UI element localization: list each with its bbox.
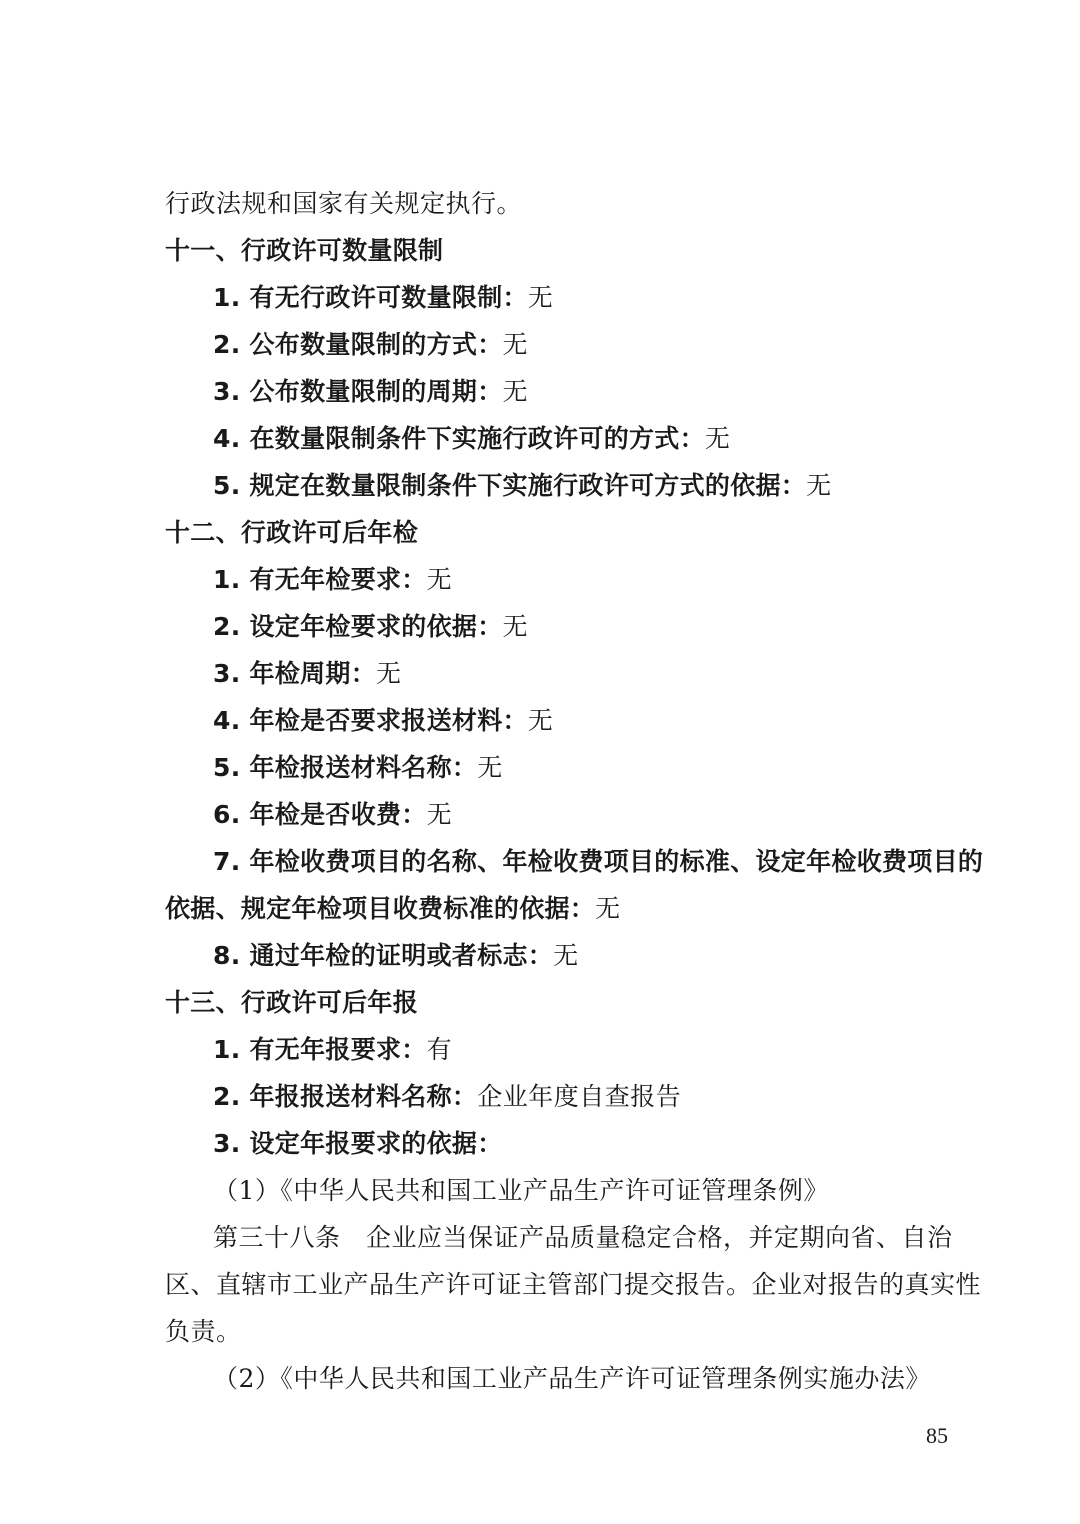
list-item (213, 421, 1003, 457)
list-item (213, 562, 1003, 598)
section-13-heading: 十三、行政许可后年报 (165, 988, 419, 1017)
item-label: 8. 通过年检的证明或者标志： (213, 941, 554, 970)
item-label: 4. 在数量限制条件下实施行政许可的方式： (213, 424, 705, 453)
item-value: 无 (426, 565, 453, 594)
list-item (213, 1032, 1003, 1068)
section-12-heading: 十二、行政许可后年检 (165, 518, 419, 547)
list-item (213, 327, 1003, 363)
item-label: 1. 有无年检要求： (213, 565, 427, 594)
list-item (213, 797, 1003, 833)
paragraph-continuation: 行政法规和国家有关规定执行。 (165, 189, 523, 218)
reference-1: （1）《中华人民共和国工业产品生产许可证管理条例》 (213, 1176, 829, 1205)
list-item (213, 609, 1003, 645)
item-label: 6. 年检是否收费： (213, 800, 427, 829)
item-label: 1. 有无行政许可数量限制： (213, 283, 528, 312)
list-item (213, 703, 1003, 739)
item-value: 无 (806, 471, 832, 500)
item-value: 无 (502, 377, 529, 406)
item-label: 2. 设定年检要求的依据： (213, 612, 503, 641)
list-item (213, 468, 1003, 504)
item-value: 无 (477, 753, 503, 782)
item-label: 3. 年检周期： (213, 659, 376, 688)
item-value: 无 (502, 612, 529, 641)
list-item-line-1: 7. 年检收费项目的名称、年检收费项目的标准、设定年检收费项目的 (213, 847, 984, 876)
item-value: 无 (595, 894, 621, 923)
list-item-line-2 (165, 891, 955, 927)
reference-2: （2）《中华人民共和国工业产品生产许可证管理条例实施办法》 (213, 1364, 931, 1393)
item-label: 1. 有无年报要求： (213, 1035, 427, 1064)
item-value: 企业年度自查报告 (477, 1082, 682, 1111)
list-item (213, 656, 1003, 692)
item-label: 2. 公布数量限制的方式： (213, 330, 503, 359)
item-value: 无 (704, 424, 731, 453)
list-item (213, 374, 1003, 410)
article-38-line-3: 负责。 (165, 1317, 242, 1346)
page-number: 85 (926, 1423, 948, 1448)
list-item (213, 280, 1003, 316)
item-label: 4. 年检是否要求报送材料： (213, 706, 528, 735)
item-label: 3. 设定年报要求的依据： (213, 1129, 503, 1158)
list-item (213, 1126, 1003, 1162)
article-38-line-2: 区、直辖市工业产品生产许可证主管部门提交报告。企业对报告的真实性 (165, 1270, 982, 1299)
item-value: 无 (376, 659, 402, 688)
item-value: 无 (502, 330, 529, 359)
item-value: 无 (553, 941, 579, 970)
list-item (213, 938, 1003, 974)
list-item (213, 750, 1003, 786)
article-38-line-1: 第三十八条 企业应当保证产品质量稳定合格，并定期向省、自治 (213, 1223, 953, 1252)
item-label: 5. 规定在数量限制条件下实施行政许可方式的依据： (213, 471, 807, 500)
list-item (213, 1079, 1003, 1115)
item-value: 无 (527, 283, 554, 312)
item-label: 依据、规定年检项目收费标准的依据： (165, 894, 596, 923)
item-label: 2. 年报报送材料名称： (213, 1082, 478, 1111)
item-value: 无 (527, 706, 554, 735)
item-label: 3. 公布数量限制的周期： (213, 377, 503, 406)
item-value: 有 (426, 1035, 453, 1064)
section-11-heading: 十一、行政许可数量限制 (165, 236, 444, 265)
item-label: 5. 年检报送材料名称： (213, 753, 478, 782)
item-value: 无 (426, 800, 453, 829)
